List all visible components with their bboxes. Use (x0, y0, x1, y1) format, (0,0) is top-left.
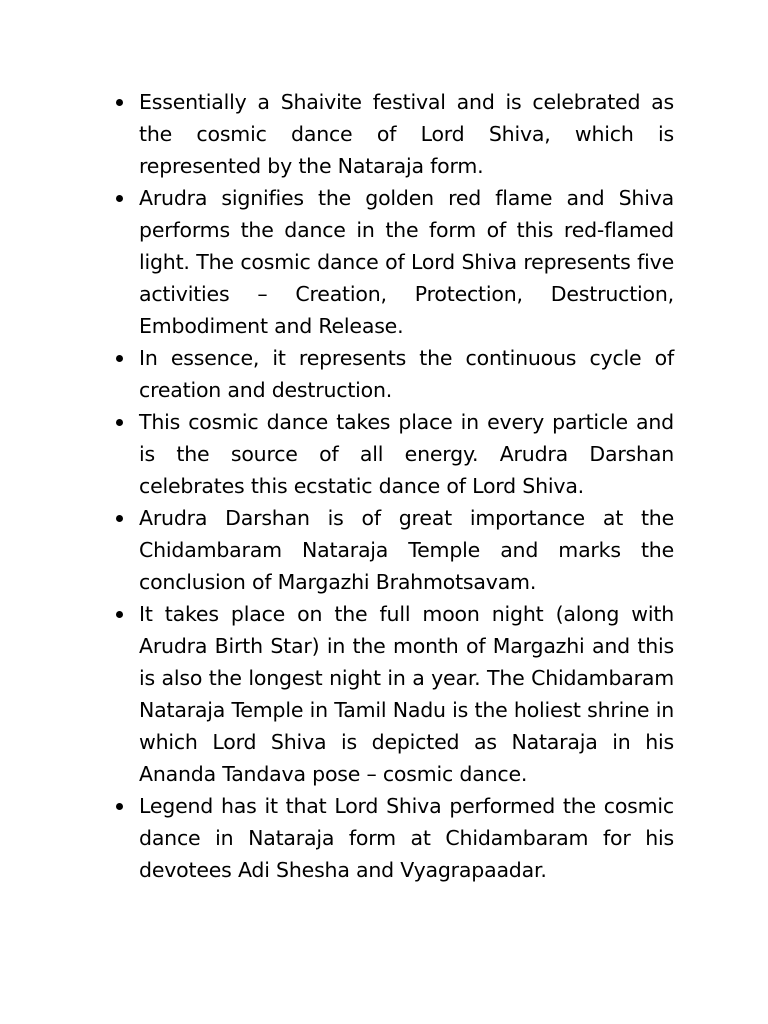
bullet-item-arudra-meaning: Arudra signifies the golden red flame and Shiva performs the dance in the form of this red-flamed light. The cosmic dance of Lord Shiva represents five activities – Creation, Protection, Destruction, Embodiment and Release. (113, 182, 674, 342)
bullet-list (113, 86, 674, 886)
bullet-item-legend: Legend has it that Lord Shiva performed the cosmic dance in Nataraja form at Chidambaram for his devotees Adi Shesha and Vyagrapaadar. (113, 790, 674, 886)
bullet-item-chidambaram-importance: Arudra Darshan is of great importance at the Chidambaram Nataraja Temple and marks the conclusion of Margazhi Brahmotsavam. (113, 502, 674, 598)
bullet-item-shaivite-festival: Essentially a Shaivite festival and is celebrated as the cosmic dance of Lord Shiva, which is represented by the Nataraja form. (113, 86, 674, 182)
bullet-item-full-moon-night: It takes place on the full moon night (along with Arudra Birth Star) in the month of Margazhi and this is also the longest night in a year. The Chidambaram Nataraja Temple in Tamil Nadu is the holiest shrine in which Lord Shiva is depicted as Nataraja in his Ananda Tandava pose – cosmic dance. (113, 598, 674, 790)
bullet-item-particle-energy: This cosmic dance takes place in every particle and is the source of all energy. Arudra Darshan celebrates this ecstatic dance of Lord Shiva. (113, 406, 674, 502)
bullet-item-cycle: In essence, it represents the continuous cycle of creation and destruction. (113, 342, 674, 406)
